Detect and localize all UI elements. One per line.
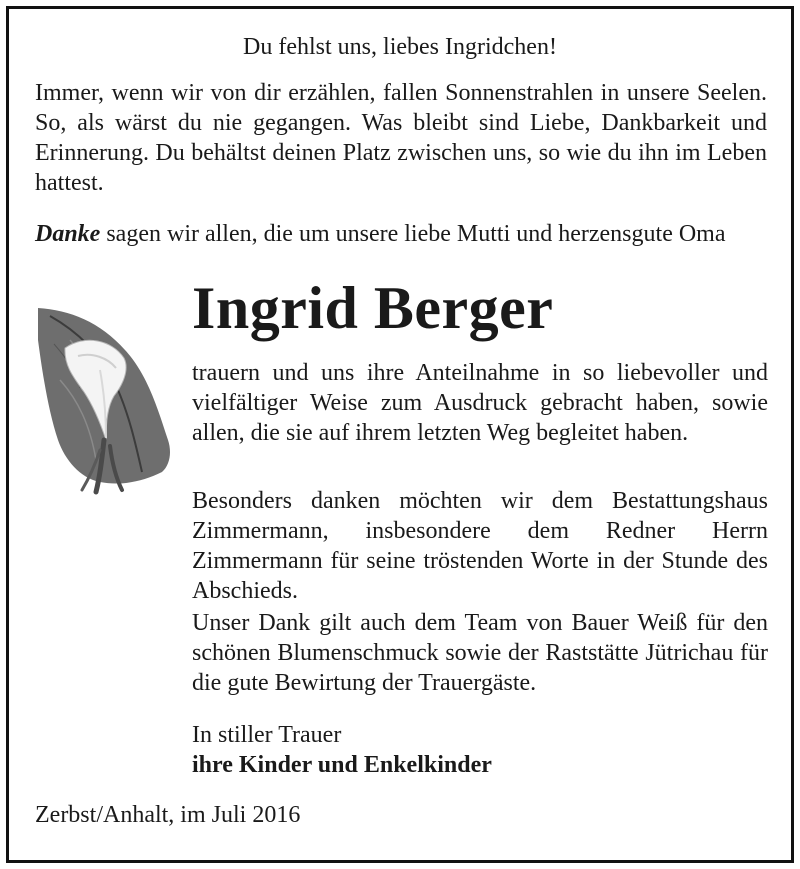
thanks-paragraph [35,219,767,249]
body-paragraph-1: trauern und uns ihre Anteilnahme in so liebevoller und vielfältiger Weise zum Ausdruck gebracht haben, sowie allen, die sie auf ihrem letzten Weg begleitet haben. [192,360,768,446]
intro-paragraph: Immer, wenn wir von dir erzählen, fallen Sonnenstrahlen in unsere Seelen. So, als wärst du nie gegangen. Was bleibt sind Liebe, Dankbarkeit und Erinnerung. Du behältst deinen Platz zwischen uns, so wie du ihn im Leben hattest. [35,80,767,196]
opening-line: Du fehlst uns, liebes Ingridchen! [243,34,557,60]
calla-lily-icon [30,300,180,496]
body-paragraph-3: Unser Dank gilt auch dem Team von Bauer Weiß für den schönen Blumenschmuck sowie der Raststätte Jütrichau für die gute Bewirtung der Trauergäste. [192,610,768,696]
place-date: Zerbst/Anhalt, im Juli 2016 [35,802,301,828]
thanks-word: Danke [35,221,101,247]
body-paragraph-2: Besonders danken möchten wir dem Bestattungshaus Zimmermann, insbesondere dem Redner Herrn Zimmermann für seine tröstenden Worte in der Stunde des Abschieds. [192,488,768,604]
signature-line-2: ihre Kinder und Enkelkinder [192,752,492,778]
signature-line-1: In stiller Trauer [192,722,342,748]
deceased-name: Ingrid Berger [192,275,554,341]
thanks-text: sagen wir allen, die um unsere liebe Mutti und herzensgute Oma [100,221,726,247]
